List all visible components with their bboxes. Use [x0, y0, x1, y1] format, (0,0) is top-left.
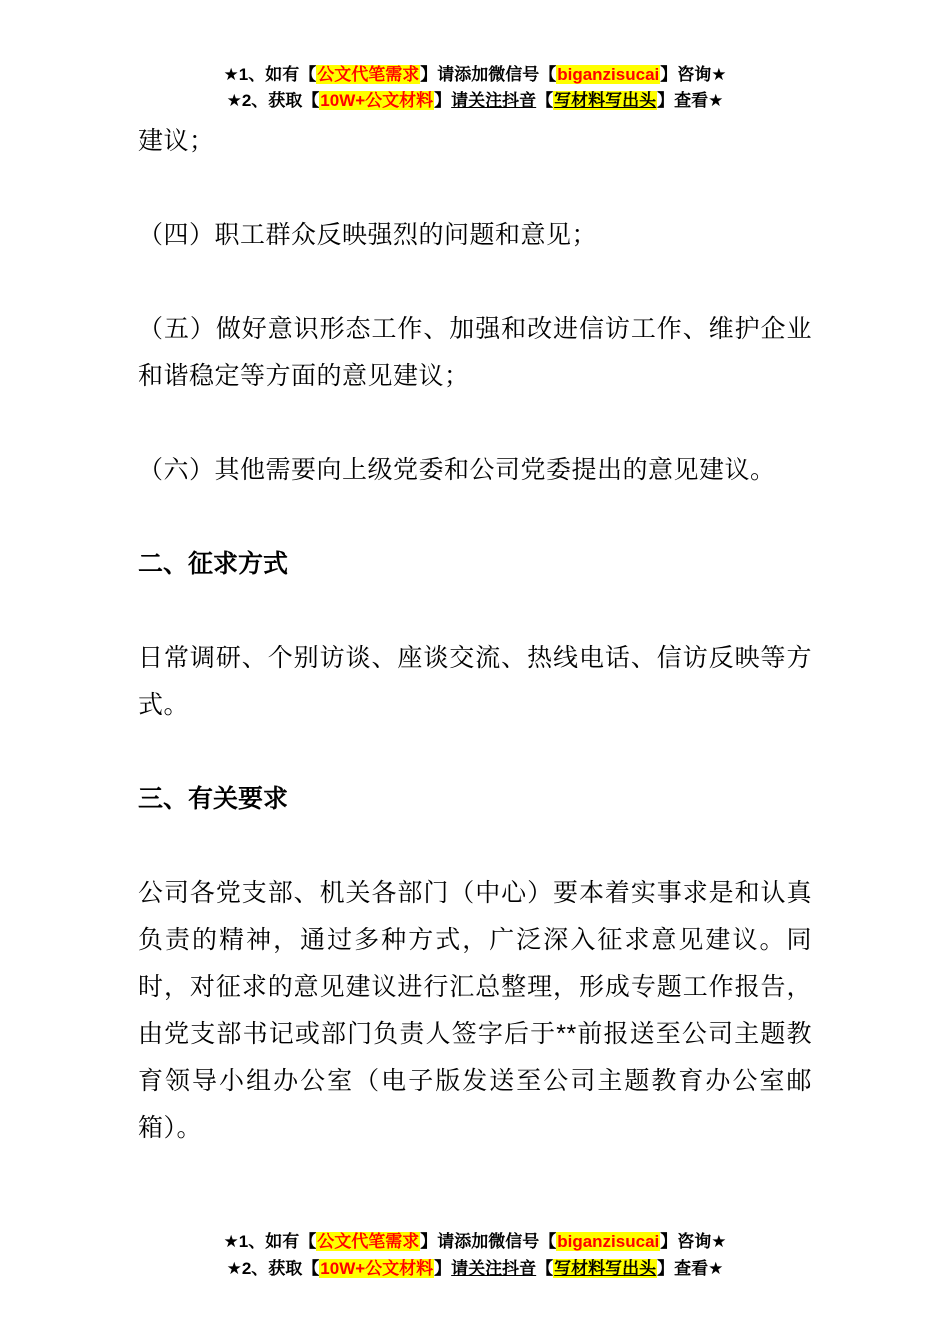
bracket-close-3: 】 [434, 91, 452, 111]
promo-prefix: 1、如有 [238, 65, 300, 84]
promo-middle-2: 请关注抖音 [451, 1258, 537, 1278]
bracket-close: 】 [420, 65, 438, 84]
promo-highlight-douyin-account: 写材料写出头 [554, 1258, 657, 1278]
star-icon-2: ★ [226, 91, 242, 111]
bracket-open-4: 【 [536, 1258, 554, 1278]
promo-highlight-service: 公文代笔需求 [317, 65, 420, 84]
section-heading-three: 三、有关要求 [138, 785, 289, 813]
paragraph-spacer [138, 165, 812, 212]
section-three-body: 公司各党支部、机关各部门（中心）要本着实事求是和认真负责的精神，通过多种方式，广泛深入征求意见建议。同时，对征求的意见建议进行汇总整理，形成专题工作报告，由党支部书记或部门负责人签字后于**前报送至公司主题教育领导小组办公室（电子版发送至公司主题教育办公室邮箱）。 [138, 879, 812, 1142]
section-two-body: 日常调研、个别访谈、座谈交流、热线电话、信访反映等方式。 [138, 644, 812, 719]
bracket-open-4: 【 [536, 91, 554, 111]
promo-banner-bottom [0, 1229, 950, 1282]
bracket-close-4: 】 [657, 1258, 675, 1278]
promo-prefix-2: 2、获取 [241, 1258, 303, 1278]
bracket-open-3: 【 [302, 1258, 320, 1278]
promo-middle: 请添加微信号 [437, 65, 540, 84]
promo-prefix-2: 2、获取 [241, 91, 303, 111]
paragraph-item-4: （四）职工群众反映强烈的问题和意见； [138, 221, 598, 249]
promo-middle: 请添加微信号 [437, 1232, 540, 1252]
paragraph-continuation: 建议； [138, 127, 215, 155]
promo-highlight-wechat-id: biganzisucai [557, 65, 660, 84]
promo-highlight-douyin-account: 写材料写出头 [554, 91, 657, 111]
promo-line-2 [0, 88, 950, 114]
paragraph-spacer [138, 823, 812, 870]
bracket-close-2: 】 [660, 65, 678, 84]
paragraph-spacer [138, 494, 812, 541]
star-icon-end: ★ [711, 1232, 727, 1252]
bracket-open-3: 【 [302, 91, 320, 111]
paragraph-spacer [138, 259, 812, 306]
promo-highlight-wechat-id: biganzisucai [557, 1232, 660, 1252]
star-icon-end-2: ★ [708, 91, 724, 111]
star-icon: ★ [223, 1232, 239, 1252]
bracket-open-2: 【 [539, 65, 557, 84]
star-icon-end: ★ [711, 65, 727, 84]
paragraph-spacer [138, 729, 812, 776]
section-heading-two: 二、征求方式 [138, 550, 289, 578]
bracket-open: 【 [299, 1232, 317, 1252]
star-icon-end-2: ★ [708, 1258, 724, 1278]
promo-banner-top [0, 62, 950, 115]
promo-highlight-materials: 10W+公文材料 [320, 1258, 434, 1278]
paragraph-item-5: （五）做好意识形态工作、加强和改进信访工作、维护企业和谐稳定等方面的意见建议； [138, 315, 812, 390]
promo-suffix: 咨询 [677, 65, 712, 84]
promo-prefix: 1、如有 [238, 1232, 300, 1252]
bracket-close: 】 [420, 1232, 438, 1252]
promo-highlight-service: 公文代笔需求 [317, 1232, 420, 1252]
promo-middle-2: 请关注抖音 [451, 91, 537, 111]
promo-suffix-2: 查看 [674, 91, 709, 111]
star-icon: ★ [223, 65, 239, 84]
star-icon-2: ★ [226, 1258, 242, 1278]
paragraph-spacer [138, 400, 812, 447]
bracket-close-3: 】 [434, 1258, 452, 1278]
paragraph-item-6: （六）其他需要向上级党委和公司党委提出的意见建议。 [138, 456, 776, 484]
bracket-close-2: 】 [660, 1232, 678, 1252]
promo-line-1-bottom [0, 1229, 950, 1255]
promo-line-1 [0, 62, 950, 88]
promo-suffix-2: 查看 [674, 1258, 709, 1278]
bracket-close-4: 】 [657, 91, 675, 111]
promo-suffix: 咨询 [677, 1232, 712, 1252]
paragraph-spacer [138, 588, 812, 635]
promo-line-2-bottom [0, 1256, 950, 1282]
promo-highlight-materials: 10W+公文材料 [320, 91, 434, 111]
bracket-open-2: 【 [539, 1232, 557, 1252]
bracket-open: 【 [299, 65, 317, 84]
document-body [138, 118, 812, 1152]
